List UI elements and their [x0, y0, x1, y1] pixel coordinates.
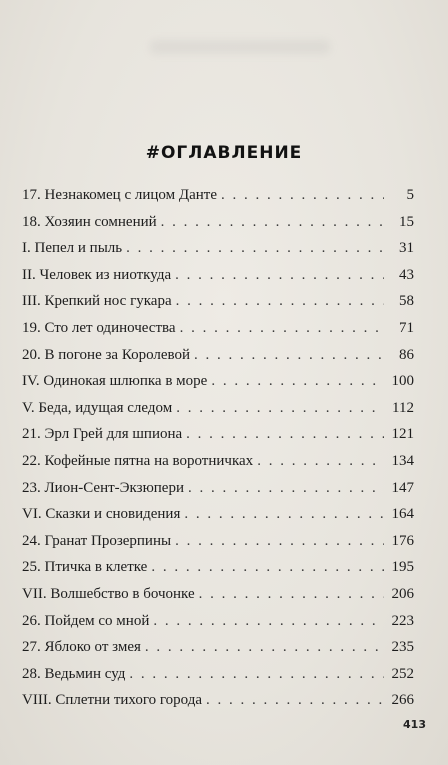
dot-leader [188, 475, 384, 502]
dot-leader [180, 315, 384, 342]
toc-entry-page: 112 [392, 399, 414, 416]
toc-entry-title: 27. Яблоко от змея [22, 639, 141, 656]
toc-entry-page: 121 [391, 426, 414, 443]
toc-entry-title: 21. Эрл Грей для шпиона [22, 426, 183, 443]
toc-entry [22, 448, 414, 475]
toc-entry [22, 235, 414, 262]
dot-leader [257, 448, 384, 475]
dot-leader [161, 209, 384, 236]
toc-entry [22, 634, 414, 661]
toc-entry-page: 223 [391, 612, 414, 629]
toc-entry-title: V. Беда, идущая следом [22, 399, 173, 416]
dot-leader [221, 182, 384, 209]
toc-entry-page: 206 [391, 585, 414, 602]
toc-entry-page: 252 [391, 665, 414, 682]
toc-entry-title: 25. Птичка в клетке [22, 559, 148, 576]
toc-entry [22, 475, 414, 502]
dot-leader [175, 262, 384, 289]
toc-entry [22, 288, 414, 315]
toc-entry [22, 342, 414, 369]
dot-leader [176, 395, 384, 422]
toc-entry-page: 43 [399, 266, 414, 283]
toc-entry [22, 661, 414, 688]
toc-entry-page: 71 [399, 319, 414, 336]
toc-entry-title: VIII. Сплетни тихого города [22, 692, 203, 709]
toc-entry-page: 5 [406, 187, 414, 203]
toc-entry-title: 19. Сто лет одиночества [22, 319, 176, 336]
toc-entry-page: 147 [391, 479, 414, 496]
toc-entry [22, 182, 414, 209]
toc-entry [22, 209, 414, 236]
toc-entry [22, 262, 414, 289]
toc-entry-page: 15 [399, 213, 414, 230]
toc-entry-title: 23. Лион-Сент-Экзюпери [22, 479, 184, 496]
toc-entry-page: 176 [391, 532, 414, 549]
dot-leader [151, 554, 384, 581]
toc-entry-page: 100 [391, 373, 414, 390]
toc-entry [22, 315, 414, 342]
dot-leader [126, 235, 384, 262]
dot-leader [211, 368, 384, 395]
toc-entry-title: 28. Ведьмин суд [22, 665, 126, 682]
dot-leader [153, 608, 384, 635]
toc-entry [22, 528, 414, 555]
dot-leader [206, 687, 384, 714]
toc-entry-title: IV. Одинокая шлюпка в море [22, 373, 208, 390]
toc-entry-title: 20. В погоне за Королевой [22, 346, 191, 363]
toc-entry-title: 26. Пойдем со мной [22, 612, 150, 629]
toc-entry [22, 608, 414, 635]
toc-entry [22, 395, 414, 422]
dot-leader [199, 581, 384, 608]
toc-entry-page: 134 [391, 452, 414, 469]
toc-entry [22, 687, 414, 714]
toc-entry-page: 195 [391, 559, 414, 576]
toc-entry [22, 554, 414, 581]
page-number: 413 [403, 718, 426, 731]
toc-entry-page: 266 [391, 692, 414, 709]
dot-leader [186, 421, 384, 448]
toc-entry-title: 24. Гранат Прозерпины [22, 532, 172, 549]
toc-entry-page: 86 [399, 346, 414, 363]
toc-entry-page: 164 [391, 506, 414, 523]
dot-leader [145, 634, 384, 661]
dot-leader [184, 501, 384, 528]
toc-entry-title: 22. Кофейные пятна на воротничках [22, 452, 254, 469]
toc-entry [22, 368, 414, 395]
toc-entry [22, 421, 414, 448]
toc-entry-title: VII. Волшебство в бочонке [22, 585, 195, 602]
toc-entry-title: VI. Сказки и сновидения [22, 506, 181, 523]
dot-leader [176, 288, 384, 315]
toc-entry-title: III. Крепкий нос гукара [22, 293, 172, 310]
toc-entry-title: I. Пепел и пыль [22, 240, 123, 257]
toc-entry-title: 17. Незнакомец с лицом Данте [22, 187, 217, 203]
page-title: #ОГЛАВЛЕНИЕ [145, 143, 303, 163]
toc-entry-page: 58 [399, 293, 414, 310]
dot-leader [175, 528, 384, 555]
toc-entry-page: 235 [391, 639, 414, 656]
toc-entry-page: 31 [399, 240, 414, 257]
dot-leader [194, 342, 384, 369]
table-of-contents [22, 182, 414, 714]
toc-entry-title: II. Человек из ниоткуда [22, 266, 172, 283]
toc-entry [22, 581, 414, 608]
toc-entry [22, 501, 414, 528]
toc-entry-title: 18. Хозяин сомнений [22, 213, 157, 230]
dot-leader [129, 661, 384, 688]
show-through-smudge [150, 40, 330, 54]
